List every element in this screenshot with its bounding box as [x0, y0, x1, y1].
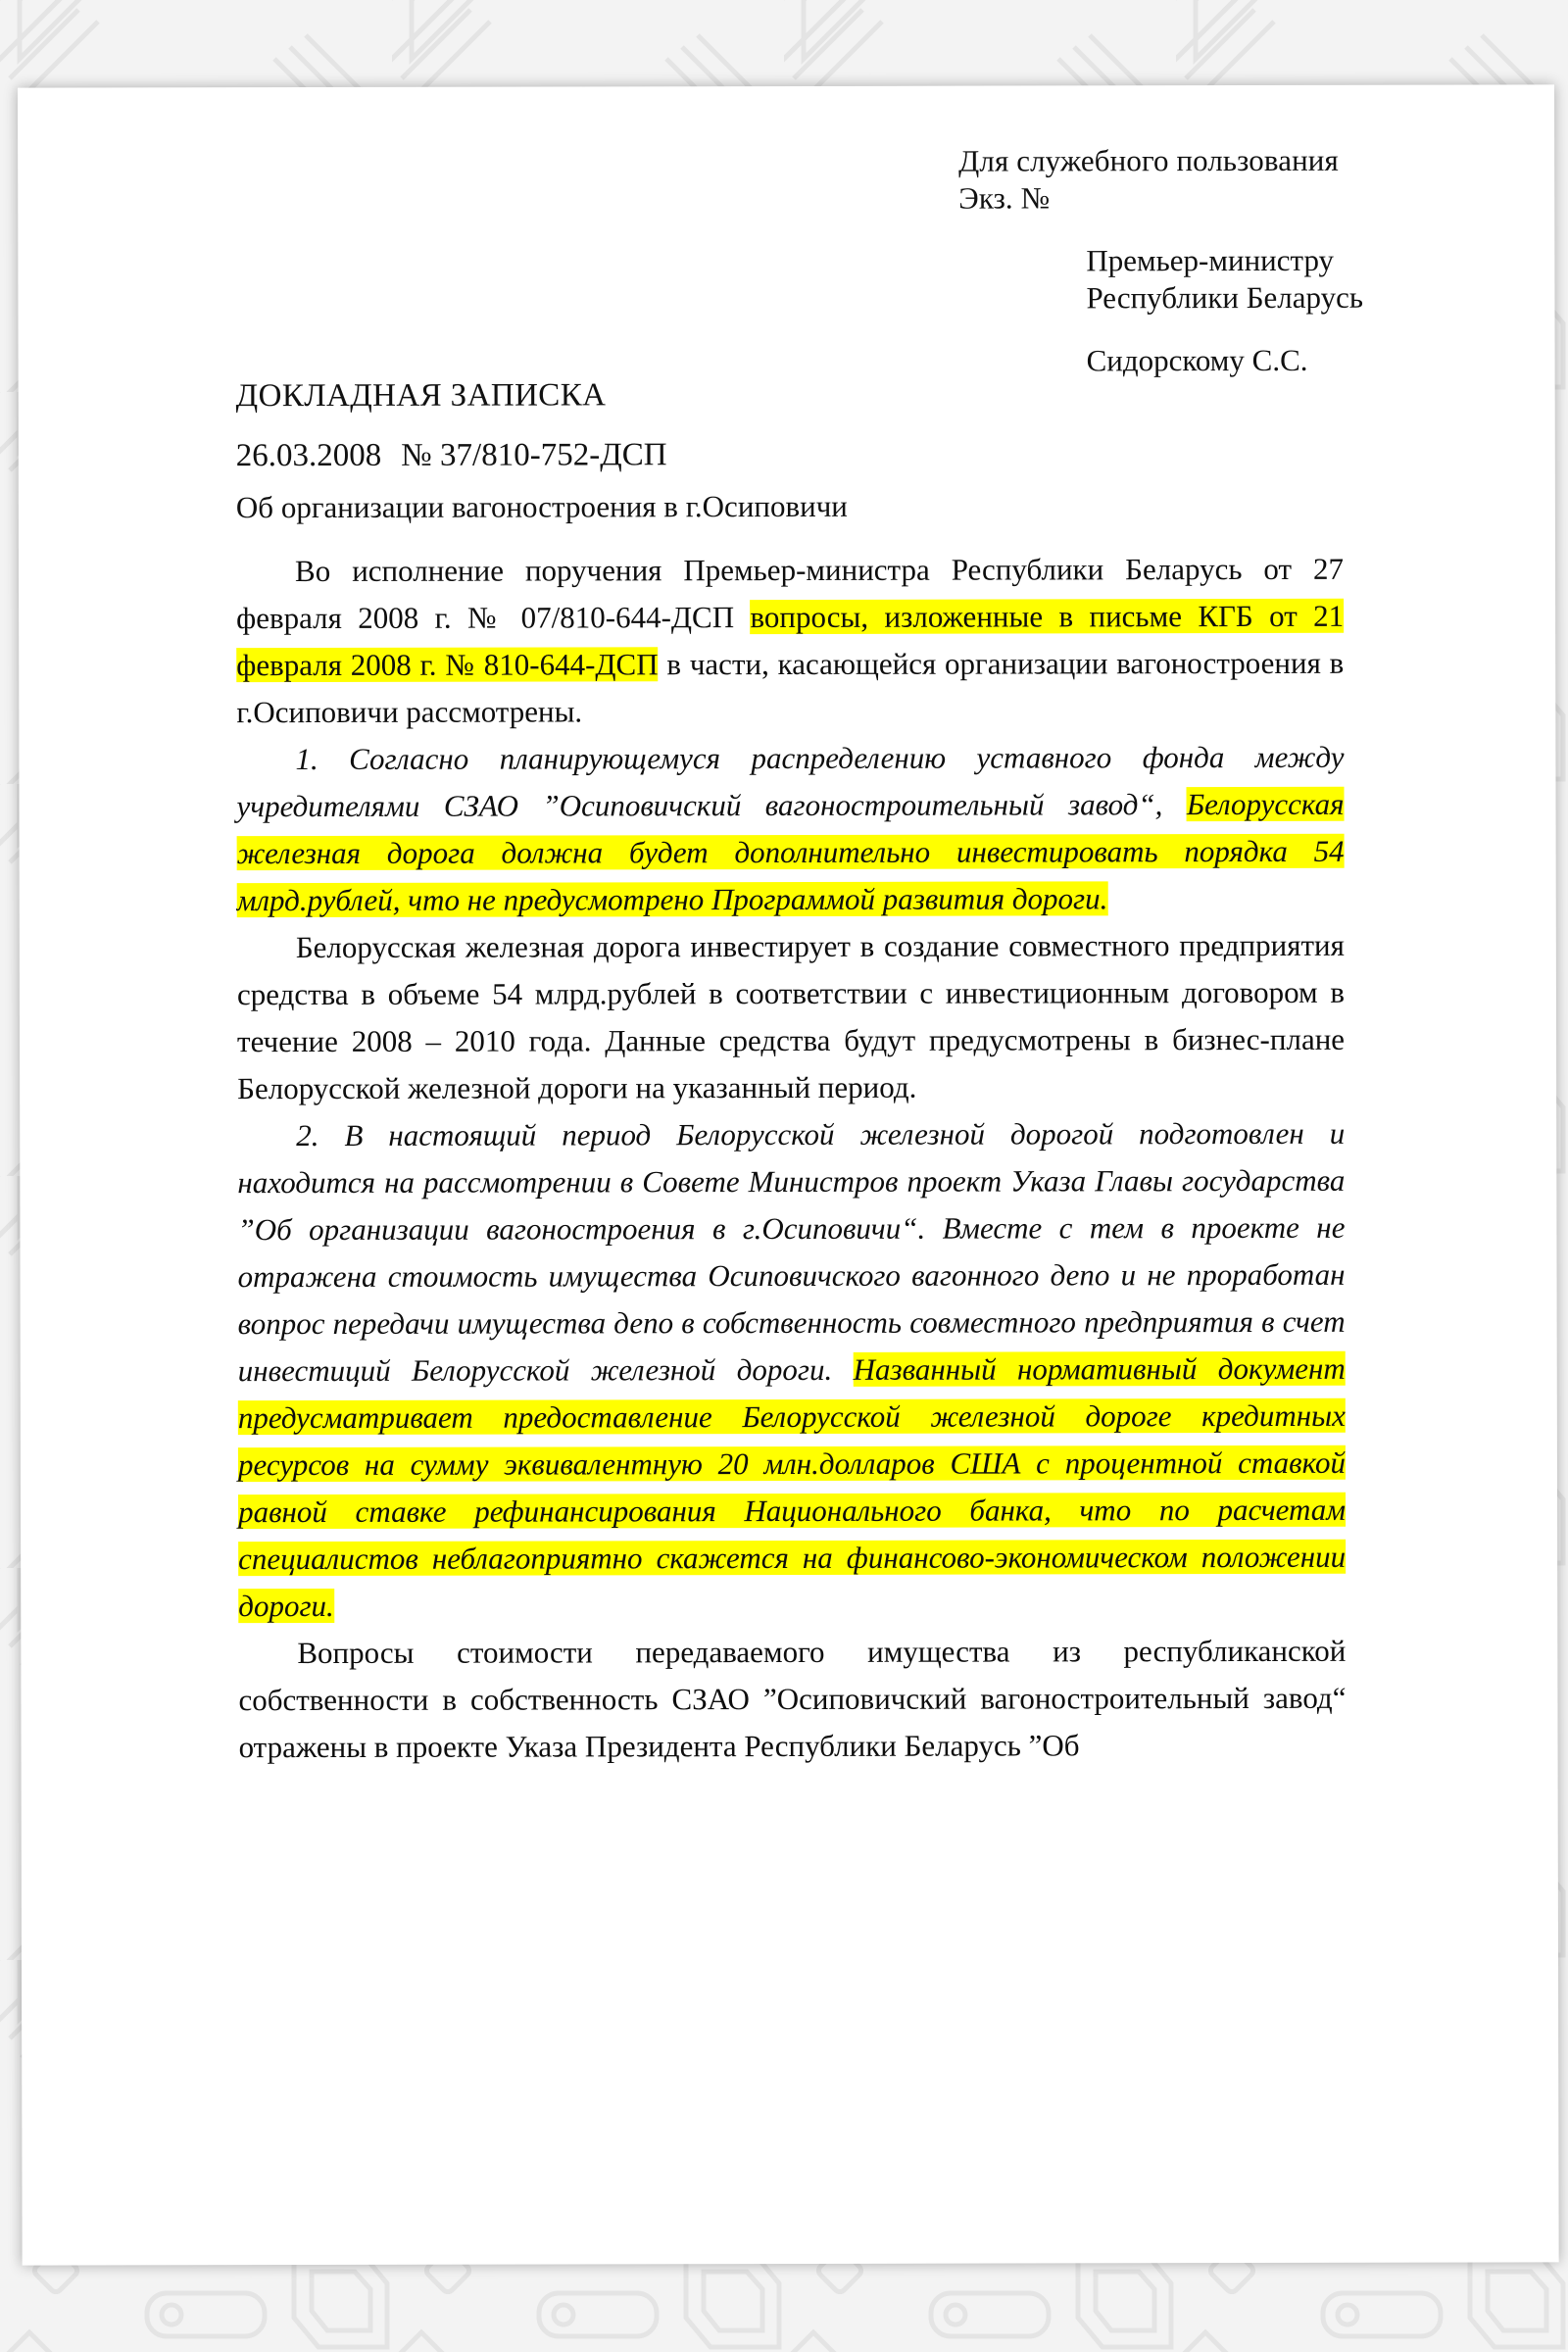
paragraph-item-1	[236, 734, 1344, 924]
classification-block	[958, 142, 1339, 217]
paragraph-intro	[236, 546, 1344, 736]
paragraph-item-2	[237, 1110, 1346, 1630]
document-body	[236, 546, 1347, 1771]
document-page	[18, 84, 1559, 2265]
paragraph-intro-text-2: в части, касающейся организации вагоностроения в г.Осиповичи рассмотрены.	[236, 645, 1345, 730]
document-date: 26.03.2008	[235, 437, 382, 474]
classification-line-1: Для служебного пользования	[958, 142, 1339, 178]
document-subject: Об организации вагоностроения в г.Осиповичи	[235, 488, 848, 525]
classification-line-2: Экз. №	[958, 180, 1051, 216]
paragraph-investment-response: Белорусская железная дорога инвестирует в создание совместного предприятия средства в объеме 54 млрд.рублей в соответствии с инвестиционным договором в течение 2008 – 2010 года. Данные средства будут предусмотрены в бизнес-плане Белорусской железной дороги на указанный период.	[236, 927, 1346, 1106]
addressee-spacer	[1086, 316, 1363, 342]
paragraph-property-valuation: Вопросы стоимости передаваемого имущества из республиканской собственности в собственность СЗАО ”Осиповичский вагоностроительный завод“ отражены в проекте Указа Президента Республики Беларусь ”Об	[238, 1633, 1347, 1765]
page-title: ДОКЛАДНАЯ ЗАПИСКА	[235, 377, 607, 415]
addressee-line-2: Республики Беларусь	[1086, 279, 1364, 316]
paragraph-intro-text-1: Во исполнение поручения Премьер-министра Республики Беларусь от 27 февраля 2008 г. № 07/810-644-ДСП	[236, 551, 1345, 636]
highlight-investment-54-mlrd: Белорусская железная дорога должна будет дополнительно инвестировать порядка 54 млрд.рублей, что не предусмотрено Программой развития дороги.	[236, 786, 1345, 918]
document-registration-number: № 37/810-752-ДСП	[401, 437, 667, 473]
highlight-kgb-letter: вопросы, изложенные в письме КГБ от 21 февраля 2008 г. № 810-644-ДСП	[236, 598, 1345, 683]
addressee-line-1: Премьер-министру	[1086, 242, 1335, 278]
highlight-credit-resources-20-mln: Названный нормативный документ предусматривает предоставление Белорусской железной дороге кредитных ресурсов на сумму эквивалентную 20 млн.долларов США с процентной ставкой равной ставке рефинансирования Национального банка, что по расчетам специалистов неблагоприятно скажется на финансово-экономическом положении дороги.	[237, 1350, 1347, 1624]
paragraph-item-1-text: 1. Согласно планирующемуся распределению уставного фонда между учредителями СЗАО ”Осиповичский вагоностроительный завод“,	[236, 739, 1345, 824]
addressee-block	[1086, 242, 1363, 379]
document-number-line	[236, 437, 667, 474]
addressee-name: Сидорскому С.С.	[1086, 342, 1308, 377]
paragraph-item-2-text: 2. В настоящий период Белорусской железной дорогой подготовлен и находится на рассмотрении в Совете Министров проект Указа Главы государства ”Об организации вагоностроения в г.Осиповичи“. Вместе с тем в проекте не отражена стоимость имущества Осиповичского вагонного депо и не проработан вопрос передачи имущества депо в собственность совместного предприятия в счет инвестиций Белорусской железной дороги.	[237, 1115, 1346, 1389]
